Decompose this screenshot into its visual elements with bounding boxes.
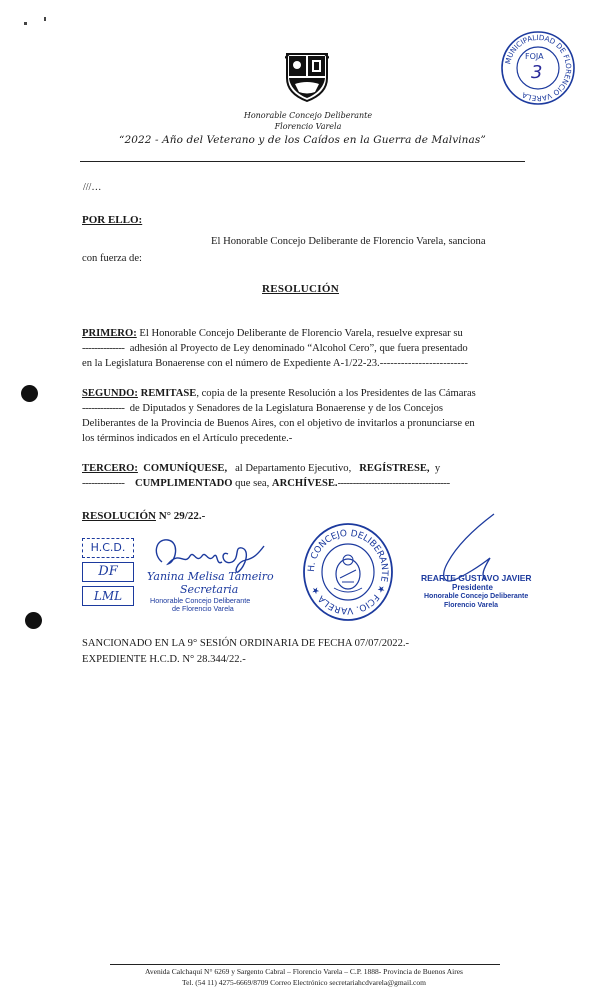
tercero-text-1: al Departamento Ejecutivo, <box>235 463 352 474</box>
secretaria-org-1: Honorable Concejo Deliberante <box>150 596 251 605</box>
tercero-text-2: que sea, <box>235 478 270 489</box>
presidente-org-1: Honorable Concejo Deliberante <box>424 593 529 600</box>
header-rule <box>80 161 525 162</box>
por-ello-line-2: con fuerza de: <box>82 253 142 264</box>
initials-stamp <box>82 538 134 606</box>
org-line-1: Honorable Concejo Deliberante <box>243 111 373 120</box>
folio-stamp <box>500 30 576 106</box>
folio-ring-text: MUNICIPALIDAD DE FLORENCIO VARELA <box>503 32 574 104</box>
segundo-label: SEGUNDO: <box>82 388 138 399</box>
footer-rule <box>110 964 500 965</box>
tercero-label: TERCERO: <box>82 463 138 474</box>
primero-text-3: en la Legislatura Bonaerense con el número de Expediente A-1/22-23.------------------------- <box>82 358 468 369</box>
resolution-number-value: N° 29/22.- <box>158 510 206 522</box>
document-title: RESOLUCIÓN <box>262 283 339 295</box>
expediente-line: EXPEDIENTE H.C.D. N° 28.344/22.- <box>82 654 246 665</box>
segundo-text-2: de Diputados y Senadores de la Legislatura Bonaerense y de los Concejos <box>129 403 443 414</box>
initials-lml: LML <box>82 586 134 606</box>
resolution-number-label: RESOLUCIÓN <box>82 510 156 522</box>
seal-ring-text: H. CONCEJO DELIBERANTE ★ FCIO. VARELA ★ <box>306 528 390 616</box>
tercero-tail-dash: ------------------------------------- <box>337 478 450 489</box>
article-tercero <box>82 461 532 491</box>
continuation-mark: ///… <box>83 182 102 193</box>
tercero-registrese: REGÍSTRESE, <box>359 463 430 474</box>
tercero-dash: -------------- <box>82 478 125 489</box>
tercero-cumplimentado: CUMPLIMENTADO <box>134 478 233 489</box>
segundo-text-1: , copia de la presente Resolución a los Presidentes de las Cámaras <box>196 388 476 399</box>
council-round-seal <box>302 522 394 622</box>
initials-df: DF <box>82 562 134 582</box>
primero-label: PRIMERO: <box>82 328 137 339</box>
tercero-comuniquese: COMUNÍQUESE, <box>143 463 228 474</box>
segundo-text-4: los términos indicados en el Artículo precedente.- <box>82 433 293 444</box>
hole-punch-bottom <box>25 612 42 629</box>
secretaria-role: Secretaria <box>180 583 239 596</box>
article-segundo <box>82 386 532 446</box>
footer-address: Avenida Calchaquí N° 6269 y Sargento Cabral – Florencio Varela – C.P. 1888- Provincia de Buenos Aires <box>145 967 463 976</box>
segundo-dash: -------------- <box>82 403 125 414</box>
segundo-bold: REMITASE <box>140 388 197 399</box>
footer-contact: Tel. (54 11) 4275-6669/8709 Correo Electrónico secretariahcdvarela@gmail.com <box>182 978 426 987</box>
por-ello-line-1: El Honorable Concejo Deliberante de Florencio Varela, sanciona <box>211 236 486 247</box>
presidente-name: REARTE GUSTAVO JAVIER <box>421 573 532 583</box>
presidente-role: Presidente <box>452 583 493 592</box>
folio-label: FOJA <box>525 52 544 61</box>
coat-of-arms-logo <box>285 52 329 107</box>
secretaria-name: Yanina Melisa Tameiro <box>147 570 274 583</box>
presidente-org-2: Florencio Varela <box>444 602 499 609</box>
tercero-y: y <box>434 463 441 474</box>
tercero-archivese: ARCHÍVESE. <box>271 478 338 489</box>
primero-text-1: El Honorable Concejo Deliberante de Florencio Varela, resuelve expresar su <box>139 328 463 339</box>
resolution-number <box>82 509 205 524</box>
segundo-text-3: Deliberantes de la Provincia de Buenos Aires, con el objetivo de invitarlos a pronunciarse en <box>82 418 475 429</box>
article-primero <box>82 326 532 371</box>
primero-dash: -------------- <box>82 343 125 354</box>
primero-text-2: adhesión al Proyecto de Ley denominado “Alcohol Cero”, que fuera presentado <box>129 343 468 354</box>
sancionado-line-1: SANCIONADO EN LA 9° SESIÓN ORDINARIA DE FECHA 07/07/2022.- <box>82 638 410 649</box>
por-ello-heading: POR ELLO: <box>82 214 143 226</box>
org-line-2: Florencio Varela <box>274 122 342 131</box>
year-motto: “2022 - Año del Veterano y de los Caídos en la Guerra de Malvinas” <box>119 134 486 146</box>
secretaria-org-2: de Florencio Varela <box>172 604 234 613</box>
initials-hcd: H.C.D. <box>82 538 134 558</box>
scan-speck <box>44 17 46 21</box>
hole-punch-top <box>21 385 38 402</box>
scan-speck <box>24 22 27 25</box>
folio-number: 3 <box>531 62 543 83</box>
